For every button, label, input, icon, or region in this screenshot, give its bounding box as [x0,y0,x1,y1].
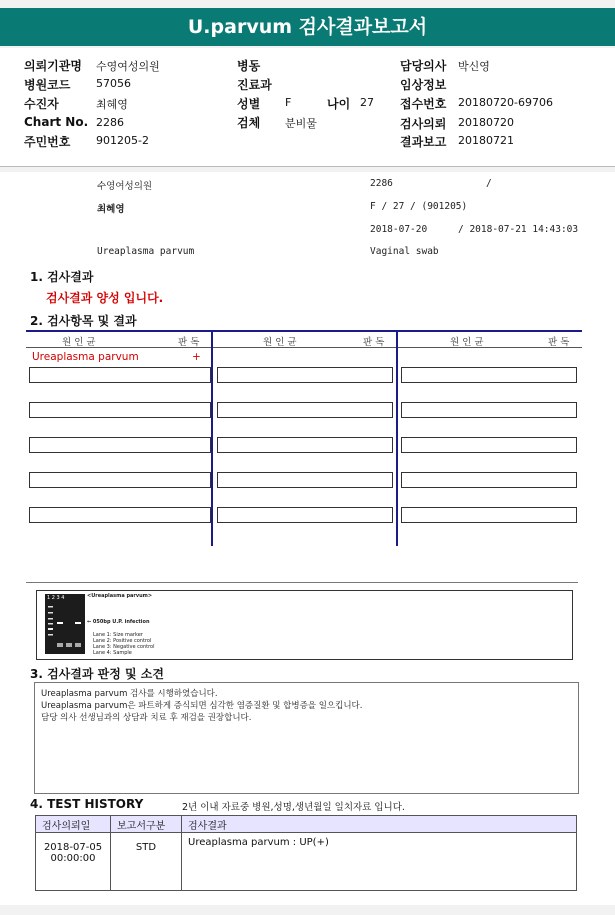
opinion-section-title: 3. 검사결과 판정 및 소견 [30,667,164,681]
opinion-line: 담당 의사 선생님과의 상담과 치료 후 재검을 권장합니다. [41,713,252,723]
receipt-no-label: 접수번호 [400,97,447,111]
report-sex-age-id: F / 27 / (901205) [370,201,468,212]
result-cell [29,437,211,453]
history-date: 2018-07-05 [43,842,103,853]
result-cell [217,367,393,383]
history-type: STD [111,833,182,891]
patient-label: 수진자 [24,97,59,111]
report-clinic: 수영여성의원 [97,181,153,192]
sex-value: F [285,96,292,109]
result-cell [217,437,393,453]
chart-no-label: Chart No. [24,115,89,129]
col-header-1 [26,333,211,348]
clinical-info-label: 임상정보 [400,78,447,92]
result-cell [401,437,577,453]
col-header-2 [213,333,396,348]
opinion-line: Ureaplasma parvum은 파트하게 증식되면 심각한 염증질환 및 합병증을 일으킵니다. [41,701,363,711]
institution-label: 의뢰기관명 [24,59,82,73]
patient-info-panel [0,48,615,167]
table-row [36,833,577,891]
report-title: U.parvum 검사결과보고서 [0,8,615,46]
report-date1: 2018-07-20 [370,224,428,235]
organism-name: Ureaplasma parvum [32,351,139,363]
patient-value: 최혜영 [96,98,128,111]
result-cell [401,472,577,488]
result-section-title: 1. 검사결과 [30,270,94,284]
gel-band-label: ← 050bp U.P. infection [87,619,150,625]
opinion-line: Ureaplasma parvum 검사를 시행하였습니다. [41,689,218,699]
chart-no-value: 2286 [96,116,124,129]
col-header-organism: 원 인 균 [263,337,297,348]
items-section-title: 2. 검사항목 및 결과 [30,314,137,328]
result-cell [401,402,577,418]
gel-lane-numbers: 1 2 3 4 [47,595,65,601]
result-cell [29,402,211,418]
age-label: 나이 [327,97,351,111]
gel-legend-item: Lane 2: Positive control [93,638,152,644]
history-col-date: 검사의뢰일 [36,816,111,833]
col-header-organism: 원 인 균 [62,337,96,348]
department-label: 진료과 [237,78,272,92]
history-note: 2년 이내 자료중 병원,성명,생년월일 일치자료 입니다. [182,802,405,813]
result-cell [29,472,211,488]
request-date-label: 검사의뢰 [400,117,447,131]
result-cell [29,507,211,523]
history-col-result: 검사결과 [182,816,577,833]
doctor-label: 담당의사 [400,59,447,73]
result-grid [26,330,582,546]
report-sheet [0,172,615,905]
col-header-result: 판 독 [363,337,385,348]
gel-legend-item: Lane 4: Sample [93,650,132,656]
gel-legend-item: Lane 3: Negative control [93,644,155,650]
history-time: 00:00:00 [50,853,96,864]
result-cell [401,507,577,523]
history-col-type: 보고서구분 [111,816,182,833]
gel-title: <Ureaplasma parvum> [87,593,153,599]
result-cell [217,472,393,488]
result-cell [217,402,393,418]
age-value: 27 [360,96,374,109]
history-date-cell [36,833,111,891]
report-slash: / [486,178,492,189]
grid-divider [211,332,213,546]
gel-image-frame [36,590,573,660]
specimen-value: 분비물 [285,117,317,130]
history-table [35,815,577,891]
result-cell [217,507,393,523]
history-section-title: 4. TEST HISTORY [30,797,144,811]
history-result: Ureaplasma parvum : UP(+) [182,833,577,891]
result-cell [29,367,211,383]
resident-no-value: 901205-2 [96,134,149,147]
grid-divider [396,332,398,546]
hospital-code-label: 병원코드 [24,78,71,92]
resident-no-label: 주민번호 [24,135,71,149]
hospital-code-value: 57056 [96,77,131,90]
gel-bands-graphic [45,594,85,654]
col-header-result: 판 독 [548,337,570,348]
doctor-value: 박신영 [458,60,490,73]
opinion-box [34,682,579,794]
report-test-name: Ureaplasma parvum [97,246,195,257]
gel-electrophoresis-image [45,594,85,654]
result-cell [401,367,577,383]
report-name: 최혜영 [97,204,125,215]
sex-label: 성별 [237,97,261,111]
result-message: 검사결과 양성 입니다. [46,291,164,305]
col-header-result: 판 독 [178,337,200,348]
gel-legend-item: Lane 1: Size marker [93,632,143,638]
ward-label: 병동 [237,59,261,73]
section-divider [26,582,578,583]
report-specimen: Vaginal swab [370,246,439,257]
report-date2: / 2018-07-21 14:43:03 [458,224,579,235]
col-header-organism: 원 인 균 [450,337,484,348]
history-header-row [36,816,577,833]
request-date-value: 20180720 [458,116,514,129]
specimen-label: 검체 [237,116,261,130]
institution-value: 수영여성의원 [96,60,160,73]
report-date-label: 결과보고 [400,135,447,149]
report-chart: 2286 [370,178,393,189]
receipt-no-value: 20180720-69706 [458,96,553,109]
col-header-3 [398,333,582,348]
organism-result: + [192,351,201,363]
report-date-value: 20180721 [458,134,514,147]
